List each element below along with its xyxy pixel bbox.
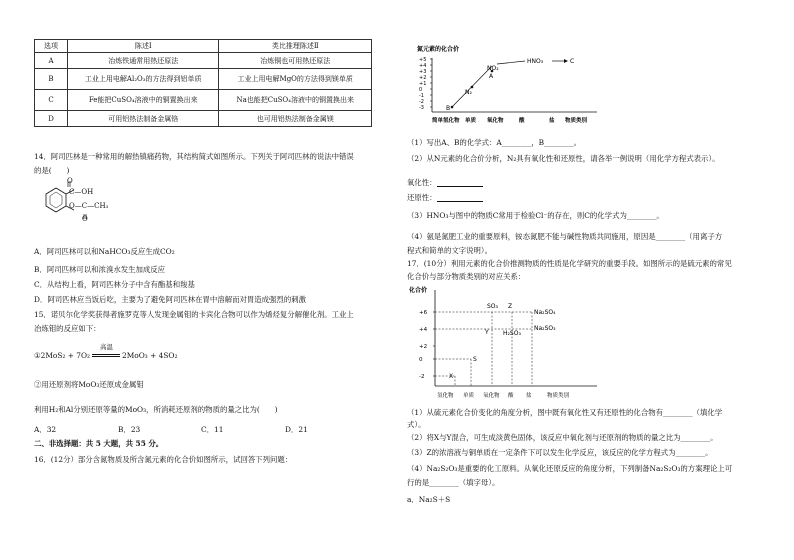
- comparison-table: [34, 39, 372, 127]
- table-cell: Na也能把CuSO₄溶液中的铜置换出来: [219, 90, 372, 111]
- q17-part-1-cont: 式）。: [407, 420, 426, 429]
- q17-stem-cont: 化合价与部分物质类别的对应关系：: [407, 272, 526, 281]
- x-tick-label: 单质: [465, 118, 477, 124]
- y-tick-label: +2: [419, 344, 428, 350]
- table-header-row: [35, 40, 372, 53]
- q15-equation-arrow-2: [92, 356, 120, 357]
- sulfur-valence-chart: [407, 282, 607, 404]
- q17-part-3: （3）Z的浓溶液与铜单质在一定条件下可以发生化学反应，该反应的化学方程式为________。: [407, 448, 713, 457]
- q15-option-c: C．11: [201, 425, 224, 434]
- q14-option-c: C．从结构上看，阿司匹林分子中含有酯基和羧基: [34, 280, 195, 289]
- x-tick-label: 氧化物: [483, 393, 500, 399]
- q17-option-a: a．Na₂S＋S: [407, 495, 451, 504]
- y-tick-label: +5: [419, 57, 427, 63]
- reduction-blank[interactable]: [437, 193, 483, 202]
- aspirin-structure: [34, 178, 124, 224]
- q15-option-d: D．21: [285, 425, 308, 434]
- q15-option-b: B．23: [118, 425, 141, 434]
- y-tick-label: 0: [419, 357, 423, 363]
- q16-part-4-cont: 程式和简单的文字说明）。: [407, 246, 492, 255]
- y-tick-group: [419, 310, 435, 380]
- x-tick-group: [432, 116, 588, 124]
- table-cell: D: [35, 111, 68, 127]
- x-tick-label: 盐: [549, 118, 555, 124]
- label-a: A: [489, 73, 494, 80]
- q16-stem: 16．(12分）部分含氮物质及所含氮元素的化合价如图所示，试回答下列问题：: [34, 455, 293, 464]
- header-statement-1: 陈述Ⅰ: [68, 40, 219, 53]
- y-tick-label: -2: [419, 374, 425, 380]
- chart-y-label: 氮元素的化合价: [417, 46, 460, 53]
- q17-stem: 17．(10分）利用元素的化合价推测物质的性质是化学研究的重要手段。如图所示的是硫元素的常见: [407, 259, 732, 268]
- header-statement-2: 类比推理陈述Ⅱ: [219, 40, 372, 53]
- x-tick-label: 酸: [519, 118, 525, 124]
- label-c: C: [570, 58, 575, 65]
- q15-equation-1-left: ①2MoS₂ + 7O₂: [34, 351, 90, 360]
- label-so3: SO₃: [487, 303, 498, 310]
- x-tick-label: 氢化物: [437, 393, 454, 399]
- y-tick-label: +2: [419, 75, 427, 81]
- table-cell: 冶炼铜也可用热还原法: [219, 53, 372, 69]
- x-tick-label: 单质: [463, 393, 475, 399]
- q15-stem: 15．诺贝尔化学奖获得者施罗克等人发现金属钼的卡宾化合物可以作为烯烃复分解催化剂。工业上: [34, 310, 354, 319]
- table-cell: C: [35, 90, 68, 111]
- x-tick-label: 盐: [526, 393, 532, 399]
- label-x: X: [449, 373, 454, 380]
- x-tick-label: 物质类别: [565, 118, 588, 124]
- table-row: [35, 111, 372, 127]
- x-tick-label: 简单氢化物: [432, 118, 460, 124]
- n-line-to-hno3: [497, 61, 525, 64]
- x-tick-label: 酸: [508, 393, 514, 399]
- reduction-text: 还原性：: [407, 192, 437, 202]
- y-tick-label: +1: [419, 81, 427, 87]
- label-z: Z: [508, 303, 513, 310]
- q14-stem: 14．阿司匹林是一种常用的解热镇痛药物，其结构简式如图所示。下列关于阿司匹林的说法中错误: [34, 152, 354, 161]
- aspirin-cooh: C—OH: [69, 188, 94, 196]
- q16-part-2: （2）从N元素的化合价分析，N₂具有氧化性和还原性，请各举一例说明（用化学方程式表示）。: [407, 154, 720, 163]
- x-tick-label: 氧化物: [487, 118, 504, 124]
- aspirin-o-bottom: O: [82, 215, 88, 223]
- q14-stem-cont: 的是( ): [34, 166, 70, 175]
- aspirin-ester: O—C—CH₃: [69, 202, 109, 210]
- arrow-head-icon: [564, 59, 568, 63]
- table-cell: 冶炼铁通常用热还原法: [68, 53, 219, 69]
- q15-stem-cont: 冶炼钼的反应如下：: [34, 324, 101, 333]
- y-tick-label: -3: [419, 105, 424, 111]
- y-tick-label: 0: [419, 87, 423, 93]
- nitrogen-valence-chart: [417, 44, 607, 132]
- table-cell: 工业上用电解Al₂O₃的方法得到铝单质: [68, 69, 219, 90]
- x-tick-group: [437, 391, 570, 399]
- table-cell: 可用铝热法制备金属铬: [68, 111, 219, 127]
- q15-equation-arrow: [92, 354, 120, 355]
- table-cell: 也可用铝热法制备金属镁: [219, 111, 372, 127]
- q17-part-4-cont: 行的是________（填字母）。: [407, 478, 500, 487]
- y-tick-label: -2: [419, 99, 424, 105]
- q15-question: 利用H₂和Al分别还原等量的MoO₃，所消耗还原剂的物质的量之比为( ): [34, 405, 278, 414]
- table-cell: B: [35, 69, 68, 90]
- q15-equation-1-right: 2MoO₃ + 4SO₂: [122, 351, 178, 360]
- point-n2: [471, 86, 474, 89]
- label-s: S: [473, 356, 477, 363]
- label-no2: NO₂: [487, 65, 499, 72]
- label-n2: N₂: [465, 89, 472, 96]
- table-cell: A: [35, 53, 68, 69]
- y-tick-label: +4: [419, 63, 427, 69]
- section-2-heading: 二、非选择题：共 5 大题，共 55 分。: [34, 439, 164, 448]
- oxidation-text: 氧化性：: [407, 177, 437, 187]
- q17-part-4: （4）Na₂S₂O₃是重要的化工原料。从氧化还原反应的角度分析，下列制备Na₂S₂O₃的方案理论上可: [407, 464, 733, 473]
- header-option: 选项: [35, 40, 68, 53]
- table-cell: Fe能把CuSO₄溶液中的铜置换出来: [68, 90, 219, 111]
- label-na2so4: Na₂SO₄: [534, 309, 556, 316]
- q16-part-4: （4）氨是氮肥工业的重要原料，铵态氮肥不能与碱性物质共同施用，原因是________（用离子方: [407, 232, 723, 241]
- q15-option-a: A．32: [34, 425, 57, 434]
- q14-option-b: B．阿司匹林可以和浓溴水发生加成反应: [34, 265, 166, 274]
- q16-part-3: （3）HNO₃与图中的物质C常用于检验Cl⁻的存在，则C的化学式为________。: [407, 211, 664, 220]
- y-tick-label: +6: [419, 310, 428, 316]
- y-tick-label: +3: [419, 69, 427, 75]
- y-tick-group: [419, 57, 432, 111]
- q16-part-1: （1）写出A、B的化学式：A________，B________。: [407, 138, 582, 147]
- q17-part-2: （2）将X与Y混合，可生成淡黄色固体，该反应中氧化剂与还原剂的物质的量之比为________。: [407, 433, 718, 442]
- table-row: [35, 90, 372, 111]
- q16-oxidation-label: [407, 178, 483, 187]
- q17-part-1: （1）从硫元素化合价变化的角度分析，图中既有氧化性又有还原性的化合物有________（填化学: [407, 408, 723, 417]
- q14-option-a: A．阿司匹林可以和NaHCO₃反应生成CO₂: [34, 247, 175, 256]
- table-row: [35, 53, 372, 69]
- chart-y-label: 化合价: [409, 287, 428, 294]
- label-h2so3: H₂SO₃: [503, 330, 521, 337]
- table-cell: 工业上用电解MgO的方法得到镁单质: [219, 69, 372, 90]
- label-hno3: HNO₃: [527, 58, 544, 65]
- label-b: B: [446, 105, 451, 112]
- q16-reduction-label: [407, 193, 483, 202]
- table-row: [35, 69, 372, 90]
- oxidation-blank[interactable]: [437, 178, 483, 187]
- aspirin-o-top: O: [67, 177, 73, 185]
- label-na2so3: Na₂SO₃: [534, 325, 556, 332]
- q15-equation-2: ②用还原剂将MoO₃还原成金属钼: [34, 380, 144, 389]
- q14-option-d: D．阿司匹林应当饭后吃，主要为了避免阿司匹林在胃中溶解而对胃造成强烈的刺激: [34, 295, 306, 304]
- y-tick-label: -1: [419, 93, 424, 99]
- point-b: [451, 106, 454, 109]
- x-tick-label: 物质类别: [547, 393, 570, 399]
- label-y: Y: [485, 329, 489, 336]
- y-tick-label: +4: [419, 327, 428, 333]
- q15-equation-1-condition: 高温: [100, 343, 113, 351]
